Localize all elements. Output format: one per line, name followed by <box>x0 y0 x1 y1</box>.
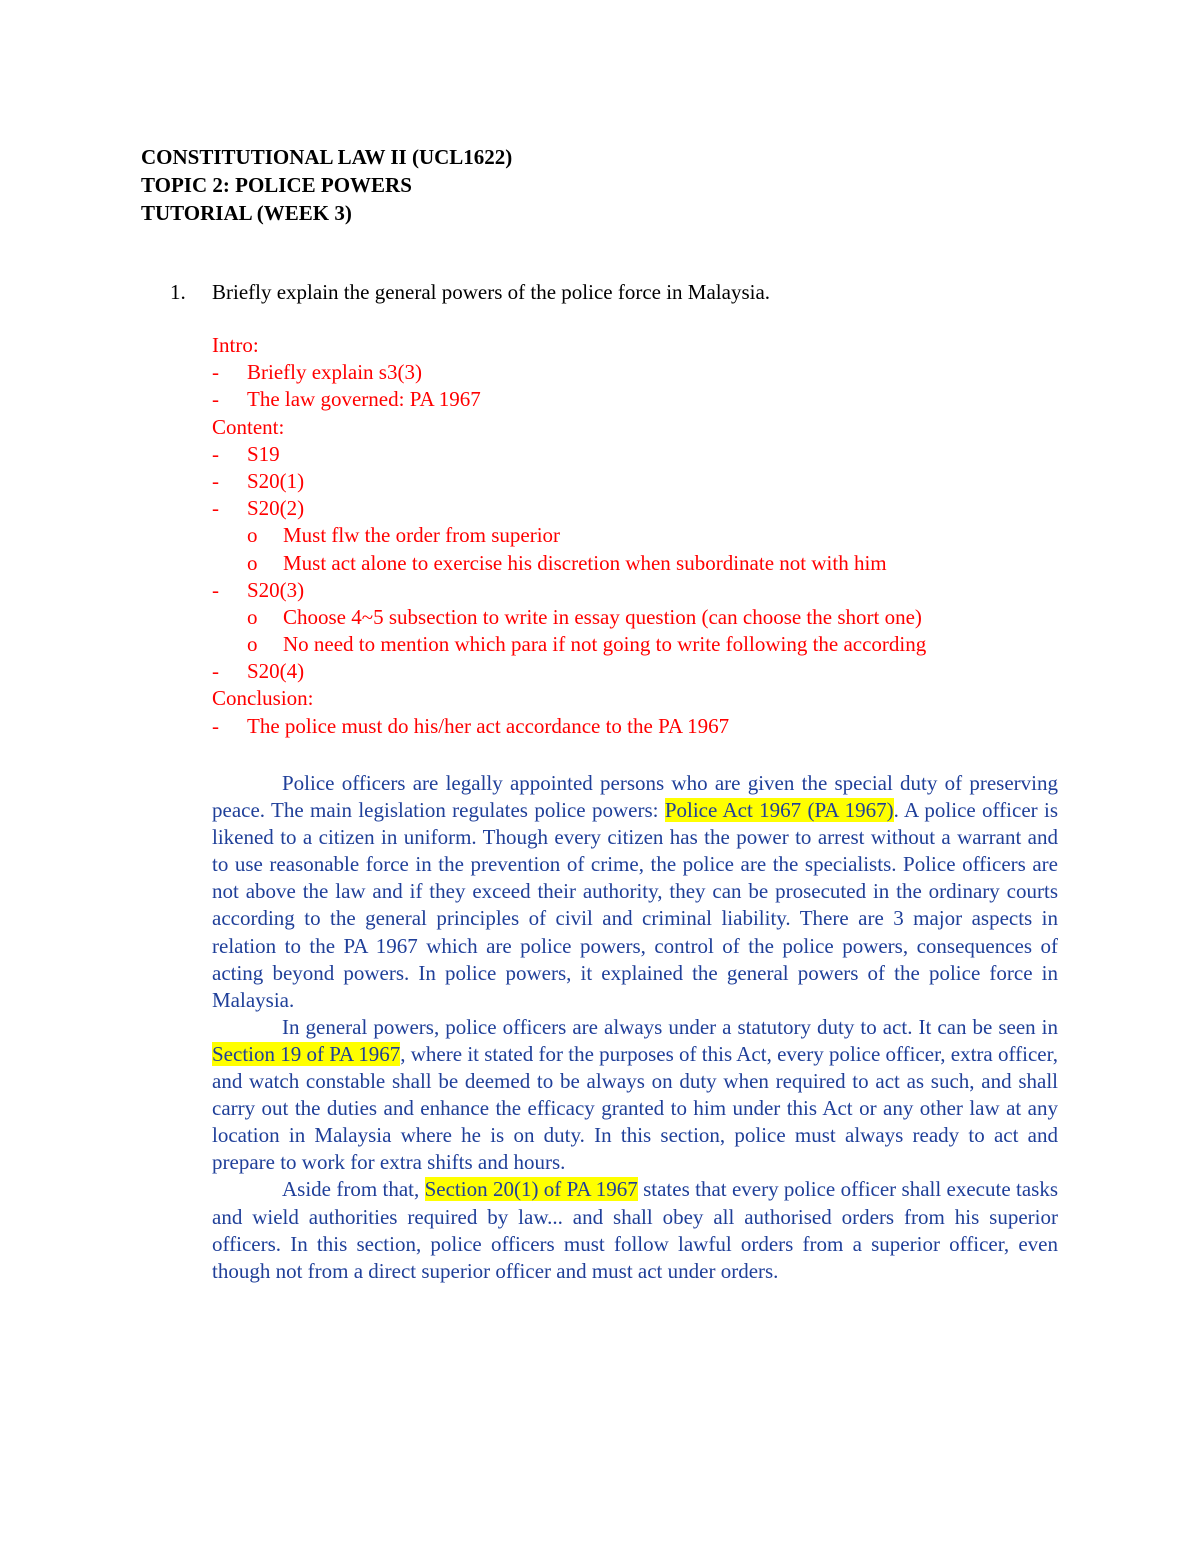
sub-list-item: o No need to mention which para if not going to write following the according <box>247 632 927 657</box>
answer-body <box>212 770 1058 1285</box>
paragraph-2: In general powers, police officers are always under a statutory duty to act. It can be seen in Section 19 of PA 1967, where it stated for the purposes of this Act, every police officer, extra officer, and watch constable shall be deemed to be always on duty when required to act as such, and shall carry out the duties and enhance the efficacy granted to him under this Act or any other law at any location in Malaysia where he is on duty. In this section, police must always ready to act and prepare to work for extra shifts and hours. <box>212 1014 1058 1175</box>
list-item: - S20(1) <box>212 468 305 493</box>
document-header <box>141 143 512 227</box>
question-text: Briefly explain the general powers of the police force in Malaysia. <box>212 280 771 304</box>
list-item: - The police must do his/her act accordance to the PA 1967 <box>212 713 730 738</box>
topic-title: TOPIC 2: POLICE POWERS <box>141 173 412 197</box>
highlighted-citation: Section 19 of PA 1967 <box>212 1041 401 1066</box>
paragraph-3: Aside from that, Section 20(1) of PA 1967 states that every police officer shall execute tasks and wield authorities required by law... and shall obey all authorised orders from his superior officers. In this section, police officers must follow lawful orders from a superior officer, even though not from a direct superior officer and must act under orders. <box>212 1177 1058 1283</box>
sub-list-item: o Choose 4~5 subsection to write in essay question (can choose the short one) <box>247 604 922 629</box>
tutorial-title: TUTORIAL (WEEK 3) <box>141 201 352 225</box>
course-title: CONSTITUTIONAL LAW II (UCL1622) <box>141 145 513 169</box>
list-item: - S20(4) <box>212 659 305 684</box>
question-1 <box>170 278 770 306</box>
answer-outline <box>212 332 926 740</box>
highlighted-citation: Police Act 1967 (PA 1967) <box>664 798 894 823</box>
sub-list-item: o Must act alone to exercise his discretion when subordinate not with him <box>247 550 887 575</box>
highlighted-citation: Section 20(1) of PA 1967 <box>424 1177 638 1202</box>
conclusion-label: Conclusion: <box>212 686 314 711</box>
sub-list-item: o Must flw the order from superior <box>247 523 561 548</box>
list-item: - S20(2) <box>212 496 305 521</box>
list-item: - The law governed: PA 1967 <box>212 387 481 412</box>
list-item: - S19 <box>212 441 280 466</box>
list-item: - Briefly explain s3(3) <box>212 360 422 385</box>
list-item: - S20(3) <box>212 577 305 602</box>
intro-label: Intro: <box>212 333 259 357</box>
paragraph-1: Police officers are legally appointed persons who are given the special duty of preserving peace. The main legislation regulates police powers: Police Act 1967 (PA 1967). A police officer is likened to a citizen in uniform. Though every citizen has the power to arrest without a warrant and to use reasonable force in the prevention of crime, the police are the specialists. Police officers are not above the law and if they exceed their authority, they can be prosecuted in the ordinary courts according to the general principles of civil and criminal liability. There are 3 major aspects in relation to the PA 1967 which are police powers, control of the police powers, consequences of acting beyond powers. In police powers, it explained the general powers of the police force in Malaysia. <box>212 771 1058 1012</box>
question-number: 1. <box>170 280 186 304</box>
content-label: Content: <box>212 414 285 439</box>
